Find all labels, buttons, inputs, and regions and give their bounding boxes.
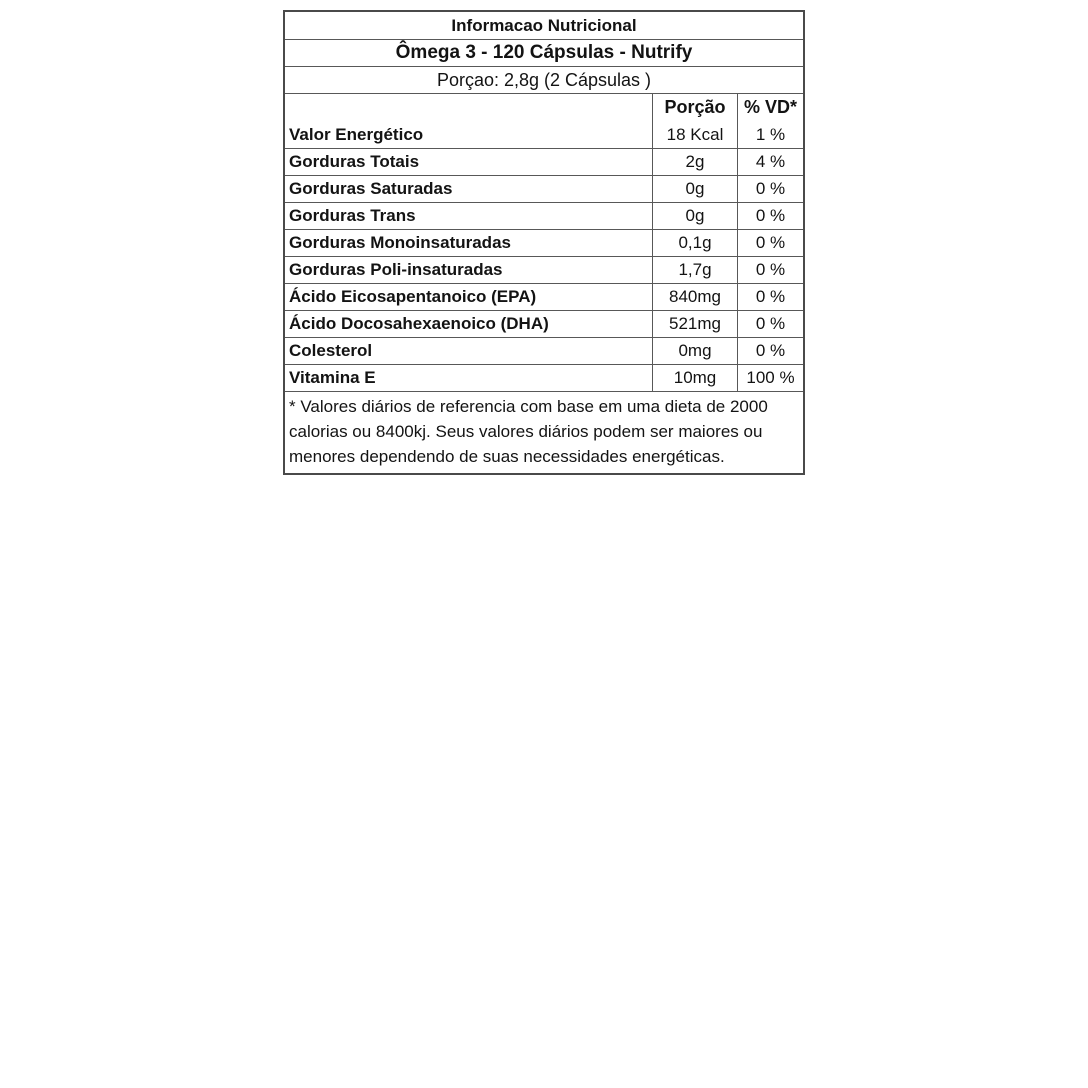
portion-value-cell: 521mg [652,311,737,337]
daily-value-cell: 100 % [737,365,803,391]
nutrient-name-cell: Gorduras Monoinsaturadas [289,233,511,252]
column-header-dv: % VD* [737,94,803,121]
nutrient-name-cell: Gorduras Trans [289,206,416,225]
portion-value-cell: 0mg [652,338,737,364]
table-row [285,310,803,337]
portion-value-cell: 0g [652,176,737,202]
daily-value-cell: 0 % [737,176,803,202]
portion-value-cell: 0g [652,203,737,229]
table-row [285,337,803,364]
daily-value-cell: 0 % [737,203,803,229]
header-spacer-cell [285,94,652,121]
table-row [285,364,803,391]
table-row [285,229,803,256]
table-row [285,283,803,310]
daily-value-cell: 0 % [737,338,803,364]
nutrient-name-cell: Gorduras Poli-insaturadas [289,260,503,279]
portion-value-cell: 0,1g [652,230,737,256]
nutrient-name-cell: Vitamina E [289,368,376,387]
nutrient-name-cell: Colesterol [289,341,373,360]
daily-value-cell: 0 % [737,311,803,337]
portion-value-cell: 2g [652,149,737,175]
table-row [285,256,803,283]
table-row [285,202,803,229]
nutrient-rows [285,121,803,391]
table-title: Informacao Nutricional [451,15,637,35]
table-row [285,121,803,148]
portion-value-cell: 1,7g [652,257,737,283]
nutrient-name-cell: Gorduras Saturadas [289,179,453,198]
column-header-portion: Porção [652,94,737,121]
nutrient-name-cell: Gorduras Totais [289,152,420,171]
column-header-row [285,93,803,121]
daily-value-cell: 0 % [737,284,803,310]
daily-value-cell: 0 % [737,230,803,256]
portion-value-cell: 18 Kcal [652,121,737,148]
daily-value-cell: 0 % [737,257,803,283]
nutrition-facts-table [283,10,805,475]
portion-value-cell: 10mg [652,365,737,391]
table-row [285,148,803,175]
daily-values-footnote: * Valores diários de referencia com base em uma dieta de 2000 calorias ou 8400kj. Seus valores diários podem ser maiores ou menores dependendo de suas necessidades energéticas. [285,391,803,473]
serving-size: Porçao: 2,8g (2 Cápsulas ) [285,66,803,93]
daily-value-cell: 1 % [737,121,803,148]
nutrient-name-cell: Ácido Docosahexaenoico (DHA) [289,314,549,333]
product-name: Ômega 3 - 120 Cápsulas - Nutrify [285,39,803,66]
nutrient-name-cell: Valor Energético [289,124,424,144]
daily-value-cell: 4 % [737,149,803,175]
portion-value-cell: 840mg [652,284,737,310]
nutrient-name-cell: Ácido Eicosapentanoico (EPA) [289,287,537,306]
table-row [285,175,803,202]
